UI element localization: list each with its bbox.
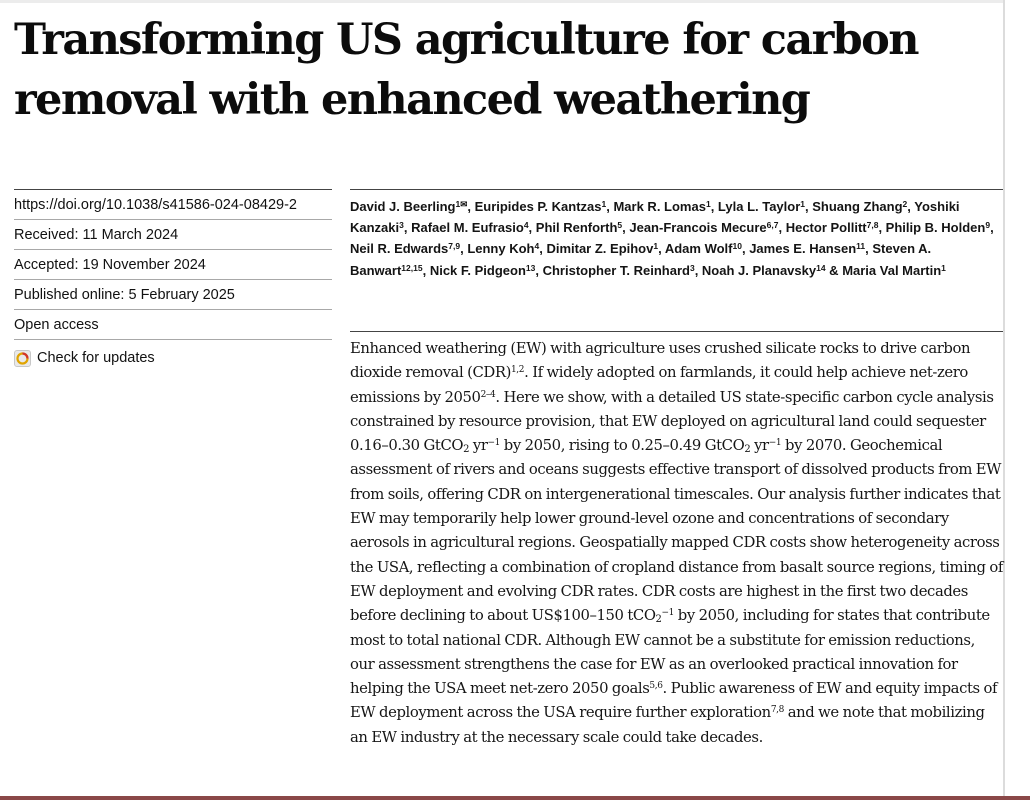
- citation-ref[interactable]: 7,8: [770, 705, 784, 716]
- title-line-1: Transforming US agriculture for carbon: [14, 15, 918, 65]
- author-affiliation[interactable]: 1: [653, 241, 659, 252]
- author-affiliation[interactable]: 4: [523, 220, 529, 231]
- author-item: [629, 220, 785, 235]
- doi-link[interactable]: https://doi.org/10.1038/s41586-024-08429-2: [14, 189, 332, 219]
- author-name[interactable]: Euripides P. Kantzas: [474, 199, 602, 214]
- author-affiliation[interactable]: 4: [534, 241, 540, 252]
- subscript: 2: [463, 444, 470, 456]
- author-separator: ,: [658, 241, 665, 257]
- author-name[interactable]: Philip B. Holden: [885, 220, 986, 236]
- author-item: [411, 220, 536, 235]
- author-list: [350, 189, 1003, 281]
- abstract-text: and we note that mobilizing an EW industry at the necessary scale could take decades.: [350, 704, 985, 746]
- author-affiliation[interactable]: 13: [525, 262, 536, 273]
- author-affiliation[interactable]: 1: [800, 199, 806, 209]
- check-for-updates-label: Check for updates: [37, 350, 155, 366]
- author-item: [613, 199, 717, 214]
- abstract-text: yr: [469, 437, 488, 455]
- author-name[interactable]: Phil Renforth: [535, 220, 618, 236]
- author-affiliation[interactable]: 7,8: [866, 220, 879, 231]
- author-affiliation[interactable]: 9: [985, 220, 991, 231]
- abstract-text: by 2070. Geochemical assessment of rivers and oceans suggests effective transport of dissolved products from EW from soils, offering CDR on intergenerational timescales. Our analysis further indicates that EW may temporarily help lower ground-level ozone and concentrations of secondary aerosols in agricultural regions. Geospatially mapped CDR costs show heterogeneity across the USA, reflecting a combination of cropland distance from basalt source regions, timing of EW deployment and evolving CDR rates. CDR costs are highest in the first two decades before declining to about US$100–150 tCO: [350, 437, 1004, 625]
- author-separator: ,: [422, 262, 430, 278]
- bottom-bar: [0, 796, 1030, 800]
- author-name[interactable]: Adam Wolf: [664, 241, 733, 257]
- author-affiliation[interactable]: 11: [856, 241, 866, 252]
- abstract-text: by 2050, rising to 0.25–0.49 GtCO: [500, 437, 745, 455]
- author-item: [350, 199, 475, 214]
- author-item: [543, 263, 702, 278]
- author-separator: ,: [528, 220, 536, 236]
- author-separator: ,: [606, 199, 614, 214]
- author-name[interactable]: Noah J. Planavsky: [701, 262, 817, 278]
- exponent: −1: [487, 438, 500, 449]
- subscript: 2: [655, 614, 662, 626]
- author-name[interactable]: Hector Pollitt: [785, 220, 867, 236]
- author-item: [546, 241, 664, 256]
- author-separator: ,: [539, 241, 547, 257]
- author-name[interactable]: Shuang Zhang: [812, 199, 903, 214]
- author-name[interactable]: Maria Val Martin: [842, 262, 942, 278]
- author-separator: ,: [403, 220, 412, 236]
- article-metadata: [14, 189, 332, 369]
- author-affiliation[interactable]: 3: [399, 220, 404, 231]
- author-separator: ,: [741, 241, 750, 257]
- author-affiliation[interactable]: 1: [705, 199, 711, 209]
- author-name[interactable]: David J. Beerling: [350, 199, 456, 214]
- author-name[interactable]: Dimitar Z. Epihov: [546, 241, 654, 257]
- author-name[interactable]: Jean-Francois Mecure: [629, 220, 767, 236]
- author-item: [812, 199, 914, 214]
- author-name[interactable]: Christopher T. Reinhard: [542, 262, 690, 278]
- author-item: [749, 241, 872, 256]
- author-name[interactable]: Neil R. Edwards: [350, 241, 449, 257]
- page-edge: [1003, 0, 1005, 800]
- accepted-date: Accepted: 19 November 2024: [14, 249, 332, 279]
- author-separator: ,: [907, 199, 915, 214]
- author-affiliation[interactable]: 2: [902, 199, 908, 209]
- received-date: Received: 11 March 2024: [14, 219, 332, 249]
- author-affiliation[interactable]: 3: [689, 262, 695, 273]
- abstract-text: Enhanced weathering (EW) with agriculture uses crushed silicate rocks to drive carbon dioxide removal (CDR): [350, 340, 971, 382]
- author-name[interactable]: James E. Hansen: [749, 241, 857, 257]
- author-affiliation[interactable]: 12,15: [401, 262, 423, 273]
- author-separator: &: [825, 262, 843, 278]
- exponent: −1: [661, 608, 674, 619]
- author-separator: ,: [694, 262, 702, 278]
- author-separator: ,: [990, 220, 994, 236]
- author-affiliation[interactable]: 5: [617, 220, 623, 231]
- check-for-updates-button[interactable]: [14, 339, 332, 369]
- author-separator: ,: [467, 199, 475, 214]
- author-name[interactable]: Steven A. Banwart: [350, 241, 932, 278]
- abstract-text: . If widely adopted on farmlands, it could help achieve net-zero emissions by 2050: [350, 364, 968, 406]
- author-item: [430, 263, 543, 278]
- published-date: Published online: 5 February 2025: [14, 279, 332, 309]
- author-item: [467, 241, 546, 256]
- author-name[interactable]: Yoshiki Kanzaki: [350, 199, 960, 236]
- author-item: [475, 199, 614, 214]
- author-affiliation[interactable]: 14: [816, 262, 826, 273]
- author-affiliation[interactable]: 1: [601, 199, 607, 209]
- author-item: [536, 220, 630, 235]
- check-for-updates-icon: [14, 350, 31, 367]
- author-name[interactable]: Rafael M. Eufrasio: [411, 220, 524, 236]
- author-name[interactable]: Lyla L. Taylor: [717, 199, 801, 214]
- author-name[interactable]: Mark R. Lomas: [613, 199, 706, 214]
- author-item: [886, 220, 994, 235]
- author-separator: ,: [878, 220, 886, 236]
- author-item: [702, 263, 842, 278]
- author-affiliation[interactable]: 6,7: [766, 220, 779, 231]
- author-separator: ,: [778, 220, 786, 236]
- author-name[interactable]: Lenny Koh: [467, 241, 535, 257]
- abstract-text: by 2050, including for states that contribute most to total national CDR. Although EW cannot be a substitute for emission reductions, our assessment strengthens the case for EW as an overlooked practical innovation for helping the USA meet net-zero 2050 goals: [350, 607, 990, 698]
- author-affiliation[interactable]: 1✉: [455, 199, 468, 209]
- author-item: [842, 263, 946, 278]
- title-line-2: removal with enhanced weathering: [14, 75, 810, 125]
- author-name[interactable]: Nick F. Pidgeon: [429, 262, 526, 278]
- author-separator: ,: [865, 241, 873, 257]
- author-item: [665, 241, 749, 256]
- subscript: 2: [744, 444, 751, 456]
- author-item: [786, 220, 886, 235]
- author-separator: ,: [622, 220, 630, 236]
- author-item: [350, 241, 467, 256]
- abstract-text: yr: [750, 437, 769, 455]
- author-affiliation[interactable]: 7,9: [448, 241, 461, 252]
- author-separator: ,: [460, 241, 468, 257]
- author-item: [718, 199, 812, 214]
- abstract-text: . Public awareness of EW and equity impacts of EW deployment across the USA require further exploration: [350, 680, 998, 722]
- abstract-text: . Here we show, with a detailed US state-specific carbon cycle analysis constrained by resource provision, that EW deployed on agricultural land could sequester 0.16–0.30 GtCO: [350, 388, 994, 455]
- article-title: [14, 10, 999, 130]
- author-affiliation[interactable]: 1: [941, 262, 946, 273]
- abstract: [350, 331, 1003, 750]
- citation-ref[interactable]: 1,2: [510, 365, 525, 376]
- citation-ref[interactable]: 2–4: [480, 389, 496, 400]
- open-access-label: Open access: [14, 309, 332, 339]
- author-separator: ,: [805, 199, 813, 214]
- author-affiliation[interactable]: 10: [732, 241, 742, 252]
- citation-ref[interactable]: 5,6: [649, 681, 663, 692]
- top-rule: [0, 0, 1003, 3]
- author-separator: ,: [710, 199, 718, 214]
- author-separator: ,: [535, 262, 543, 278]
- exponent: −1: [768, 438, 782, 449]
